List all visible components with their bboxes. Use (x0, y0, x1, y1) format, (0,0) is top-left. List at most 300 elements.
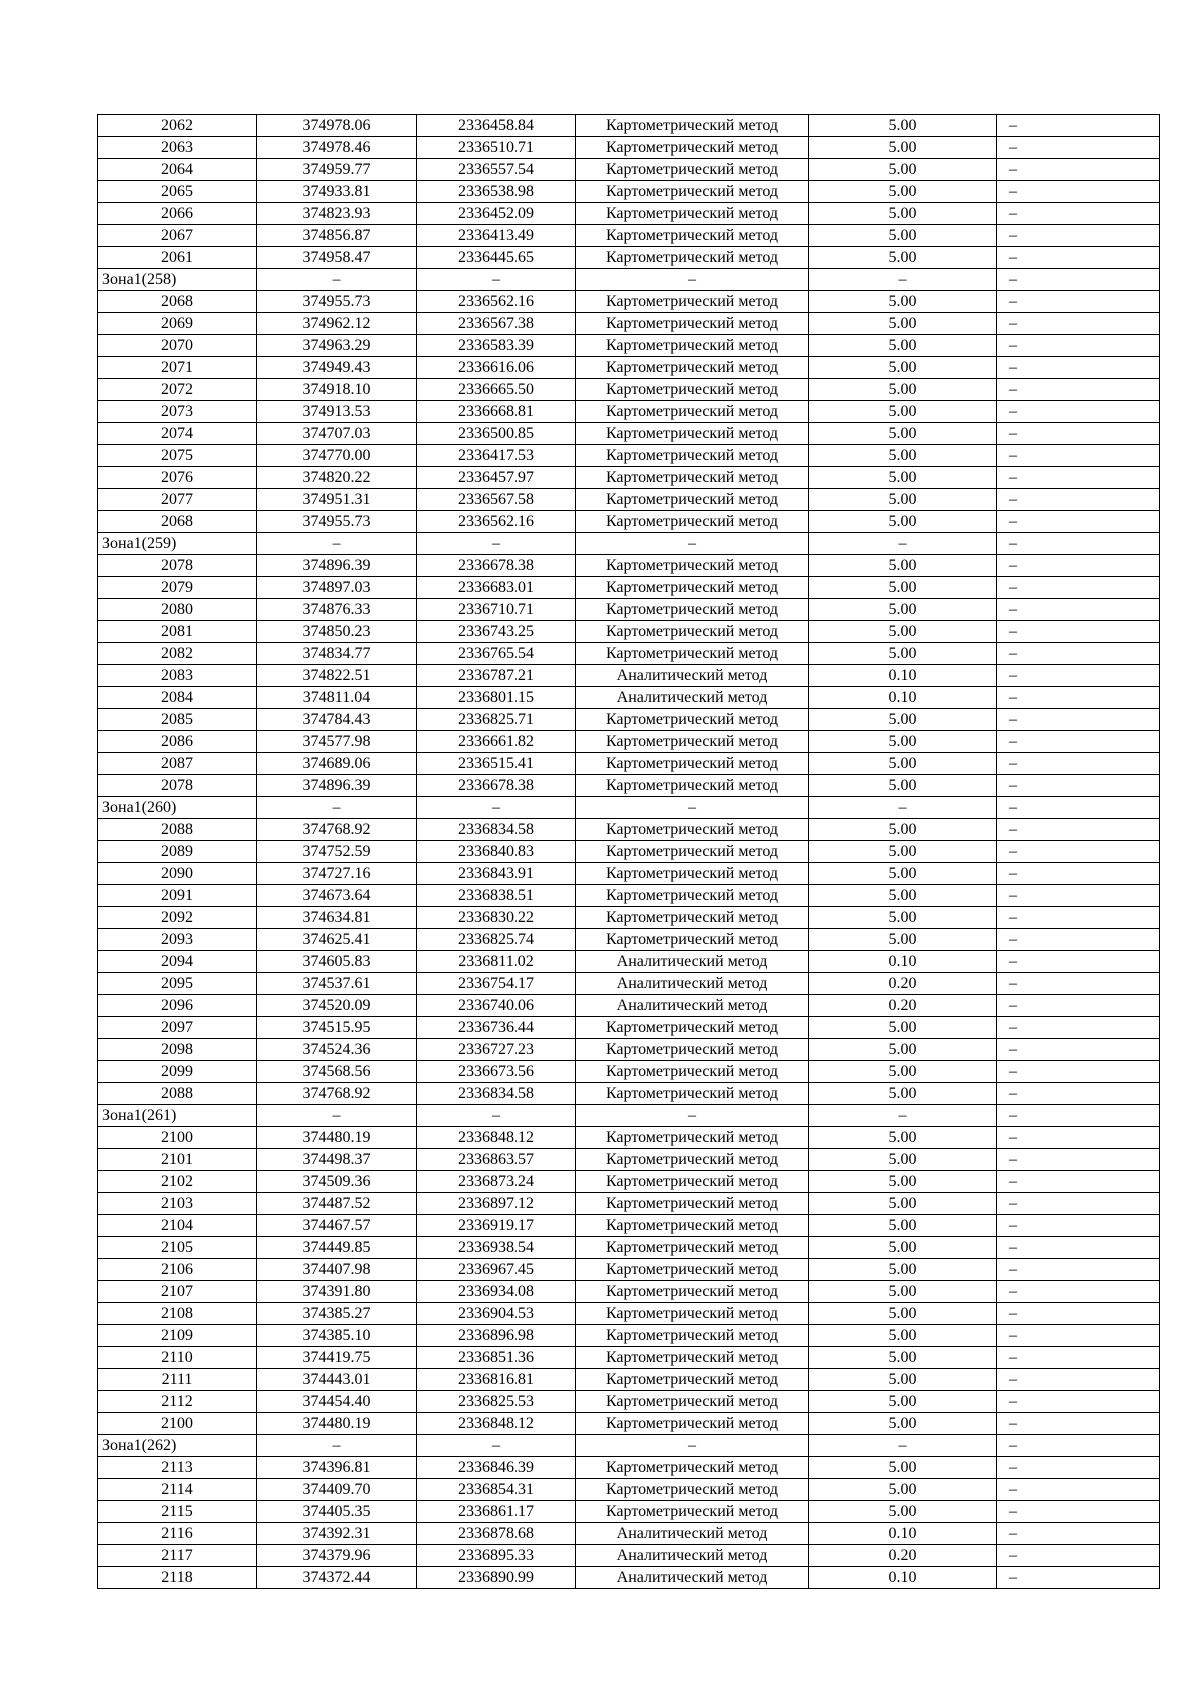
description-cell: – (997, 511, 1160, 533)
accuracy-cell: 5.00 (809, 1127, 997, 1149)
y-coordinate-cell: 2336452.09 (417, 203, 576, 225)
point-number-cell: 2094 (98, 951, 257, 973)
description-cell: – (997, 885, 1160, 907)
description-cell: – (997, 1391, 1160, 1413)
description-cell: – (997, 291, 1160, 313)
method-cell: Картометрический метод (576, 445, 809, 467)
method-cell: Картометрический метод (576, 775, 809, 797)
point-number-cell: 2074 (98, 423, 257, 445)
y-coordinate-cell: 2336873.24 (417, 1171, 576, 1193)
method-cell: Картометрический метод (576, 489, 809, 511)
y-coordinate-cell: 2336967.45 (417, 1259, 576, 1281)
accuracy-cell: 5.00 (809, 159, 997, 181)
table-row (98, 1457, 1160, 1479)
description-cell: – (997, 643, 1160, 665)
description-cell: – (997, 115, 1160, 137)
point-number-cell: 2110 (98, 1347, 257, 1369)
x-coordinate-cell: 374768.92 (257, 819, 417, 841)
y-coordinate-cell: – (417, 797, 576, 819)
point-number-cell: 2100 (98, 1413, 257, 1435)
table-row (98, 599, 1160, 621)
accuracy-cell: 5.00 (809, 291, 997, 313)
x-coordinate-cell: 374407.98 (257, 1259, 417, 1281)
accuracy-cell: 5.00 (809, 1281, 997, 1303)
x-coordinate-cell: 374978.06 (257, 115, 417, 137)
x-coordinate-cell: 374537.61 (257, 973, 417, 995)
y-coordinate-cell: – (417, 533, 576, 555)
point-number-cell: 2090 (98, 863, 257, 885)
x-coordinate-cell: 374963.29 (257, 335, 417, 357)
description-cell: – (997, 445, 1160, 467)
x-coordinate-cell: 374768.92 (257, 1083, 417, 1105)
accuracy-cell: 5.00 (809, 1039, 997, 1061)
method-cell: Картометрический метод (576, 621, 809, 643)
table-row (98, 115, 1160, 137)
table-row (98, 1017, 1160, 1039)
accuracy-cell: – (809, 533, 997, 555)
description-cell: – (997, 379, 1160, 401)
table-row (98, 1369, 1160, 1391)
point-number-cell: 2095 (98, 973, 257, 995)
y-coordinate-cell: 2336848.12 (417, 1127, 576, 1149)
table-row (98, 489, 1160, 511)
accuracy-cell: 5.00 (809, 1501, 997, 1523)
accuracy-cell: 5.00 (809, 863, 997, 885)
point-number-cell: 2097 (98, 1017, 257, 1039)
description-cell: – (997, 973, 1160, 995)
method-cell: Картометрический метод (576, 841, 809, 863)
method-cell: Картометрический метод (576, 753, 809, 775)
table-row (98, 445, 1160, 467)
x-coordinate-cell: 374449.85 (257, 1237, 417, 1259)
point-number-cell: 2102 (98, 1171, 257, 1193)
x-coordinate-cell: 374524.36 (257, 1039, 417, 1061)
description-cell: – (997, 1127, 1160, 1149)
accuracy-cell: 0.10 (809, 687, 997, 709)
accuracy-cell: 5.00 (809, 1237, 997, 1259)
y-coordinate-cell: 2336458.84 (417, 115, 576, 137)
description-cell: – (997, 621, 1160, 643)
point-number-cell: 2066 (98, 203, 257, 225)
accuracy-cell: 5.00 (809, 929, 997, 951)
x-coordinate-cell: 374933.81 (257, 181, 417, 203)
y-coordinate-cell: 2336678.38 (417, 775, 576, 797)
method-cell: Картометрический метод (576, 1171, 809, 1193)
table-row (98, 1281, 1160, 1303)
method-cell: Картометрический метод (576, 863, 809, 885)
description-cell: – (997, 1479, 1160, 1501)
x-coordinate-cell: 374962.12 (257, 313, 417, 335)
x-coordinate-cell: 374634.81 (257, 907, 417, 929)
method-cell: Картометрический метод (576, 159, 809, 181)
y-coordinate-cell: 2336765.54 (417, 643, 576, 665)
method-cell: Картометрический метод (576, 731, 809, 753)
y-coordinate-cell: 2336668.81 (417, 401, 576, 423)
zone-label-cell: Зона1(260) (98, 797, 257, 819)
y-coordinate-cell: 2336445.65 (417, 247, 576, 269)
accuracy-cell: 0.10 (809, 1567, 997, 1589)
table-row (98, 1523, 1160, 1545)
accuracy-cell: 5.00 (809, 1479, 997, 1501)
point-number-cell: 2111 (98, 1369, 257, 1391)
accuracy-cell: 0.20 (809, 995, 997, 1017)
method-cell: Картометрический метод (576, 1083, 809, 1105)
point-number-cell: 2118 (98, 1567, 257, 1589)
accuracy-cell: 5.00 (809, 1303, 997, 1325)
table-row (98, 973, 1160, 995)
description-cell: – (997, 1105, 1160, 1127)
table-row (98, 863, 1160, 885)
method-cell: Картометрический метод (576, 1303, 809, 1325)
y-coordinate-cell: 2336567.38 (417, 313, 576, 335)
x-coordinate-cell: 374955.73 (257, 511, 417, 533)
x-coordinate-cell: 374896.39 (257, 555, 417, 577)
y-coordinate-cell: 2336816.81 (417, 1369, 576, 1391)
method-cell: Картометрический метод (576, 423, 809, 445)
description-cell: – (997, 181, 1160, 203)
description-cell: – (997, 555, 1160, 577)
description-cell: – (997, 335, 1160, 357)
y-coordinate-cell: 2336811.02 (417, 951, 576, 973)
method-cell: – (576, 533, 809, 555)
accuracy-cell: 5.00 (809, 423, 997, 445)
description-cell: – (997, 797, 1160, 819)
method-cell: Картометрический метод (576, 401, 809, 423)
y-coordinate-cell: – (417, 269, 576, 291)
description-cell: – (997, 1501, 1160, 1523)
method-cell: Аналитический метод (576, 1523, 809, 1545)
y-coordinate-cell: 2336678.38 (417, 555, 576, 577)
description-cell: – (997, 1039, 1160, 1061)
y-coordinate-cell: 2336740.06 (417, 995, 576, 1017)
point-number-cell: 2061 (98, 247, 257, 269)
table-row (98, 555, 1160, 577)
table-row (98, 137, 1160, 159)
table-row (98, 621, 1160, 643)
y-coordinate-cell: 2336457.97 (417, 467, 576, 489)
description-cell: – (997, 1259, 1160, 1281)
table-row (98, 1083, 1160, 1105)
point-number-cell: 2117 (98, 1545, 257, 1567)
x-coordinate-cell: 374707.03 (257, 423, 417, 445)
point-number-cell: 2070 (98, 335, 257, 357)
table-row (98, 291, 1160, 313)
table-row (98, 1193, 1160, 1215)
accuracy-cell: – (809, 269, 997, 291)
method-cell: Картометрический метод (576, 929, 809, 951)
description-cell: – (997, 225, 1160, 247)
description-cell: – (997, 1457, 1160, 1479)
point-number-cell: 2113 (98, 1457, 257, 1479)
point-number-cell: 2068 (98, 291, 257, 313)
description-cell: – (997, 423, 1160, 445)
x-coordinate-cell: 374958.47 (257, 247, 417, 269)
table-row (98, 577, 1160, 599)
x-coordinate-cell: 374391.80 (257, 1281, 417, 1303)
method-cell: Картометрический метод (576, 1061, 809, 1083)
table-row (98, 1171, 1160, 1193)
y-coordinate-cell: 2336743.25 (417, 621, 576, 643)
point-number-cell: 2115 (98, 1501, 257, 1523)
point-number-cell: 2083 (98, 665, 257, 687)
point-number-cell: 2065 (98, 181, 257, 203)
point-number-cell: 2106 (98, 1259, 257, 1281)
accuracy-cell: 5.00 (809, 137, 997, 159)
y-coordinate-cell: 2336787.21 (417, 665, 576, 687)
table-row (98, 1259, 1160, 1281)
description-cell: – (997, 929, 1160, 951)
method-cell: Картометрический метод (576, 1259, 809, 1281)
y-coordinate-cell: 2336838.51 (417, 885, 576, 907)
point-number-cell: 2079 (98, 577, 257, 599)
point-number-cell: 2091 (98, 885, 257, 907)
accuracy-cell: 5.00 (809, 599, 997, 621)
method-cell: Картометрический метод (576, 137, 809, 159)
x-coordinate-cell: 374405.35 (257, 1501, 417, 1523)
description-cell: – (997, 401, 1160, 423)
y-coordinate-cell: 2336562.16 (417, 511, 576, 533)
table-row (98, 225, 1160, 247)
method-cell: Картометрический метод (576, 1325, 809, 1347)
table-row (98, 247, 1160, 269)
table-row (98, 1479, 1160, 1501)
x-coordinate-cell: 374480.19 (257, 1127, 417, 1149)
description-cell: – (997, 1413, 1160, 1435)
x-coordinate-cell: 374850.23 (257, 621, 417, 643)
description-cell: – (997, 863, 1160, 885)
point-number-cell: 2085 (98, 709, 257, 731)
x-coordinate-cell: 374443.01 (257, 1369, 417, 1391)
table-row (98, 1545, 1160, 1567)
x-coordinate-cell: 374372.44 (257, 1567, 417, 1589)
accuracy-cell: – (809, 797, 997, 819)
accuracy-cell: 5.00 (809, 181, 997, 203)
table-row (98, 511, 1160, 533)
zone-label-cell: Зона1(258) (98, 269, 257, 291)
accuracy-cell: 5.00 (809, 1171, 997, 1193)
x-coordinate-cell: 374955.73 (257, 291, 417, 313)
table-row (98, 885, 1160, 907)
accuracy-cell: 5.00 (809, 1391, 997, 1413)
method-cell: Картометрический метод (576, 1281, 809, 1303)
description-cell: – (997, 775, 1160, 797)
description-cell: – (997, 1347, 1160, 1369)
y-coordinate-cell: 2336754.17 (417, 973, 576, 995)
y-coordinate-cell: 2336562.16 (417, 291, 576, 313)
x-coordinate-cell: 374379.96 (257, 1545, 417, 1567)
accuracy-cell: 5.00 (809, 1017, 997, 1039)
x-coordinate-cell: 374978.46 (257, 137, 417, 159)
method-cell: Картометрический метод (576, 1127, 809, 1149)
accuracy-cell: 5.00 (809, 1457, 997, 1479)
description-cell: – (997, 1237, 1160, 1259)
method-cell: Картометрический метод (576, 1369, 809, 1391)
point-number-cell: 2107 (98, 1281, 257, 1303)
description-cell: – (997, 995, 1160, 1017)
y-coordinate-cell: 2336538.98 (417, 181, 576, 203)
table-row (98, 379, 1160, 401)
accuracy-cell: 5.00 (809, 819, 997, 841)
y-coordinate-cell: 2336919.17 (417, 1215, 576, 1237)
y-coordinate-cell: 2336673.56 (417, 1061, 576, 1083)
point-number-cell: 2082 (98, 643, 257, 665)
description-cell: – (997, 577, 1160, 599)
accuracy-cell: 5.00 (809, 753, 997, 775)
y-coordinate-cell: 2336897.12 (417, 1193, 576, 1215)
x-coordinate-cell: 374959.77 (257, 159, 417, 181)
x-coordinate-cell: – (257, 1435, 417, 1457)
table-row (98, 687, 1160, 709)
accuracy-cell: 5.00 (809, 203, 997, 225)
y-coordinate-cell: 2336661.82 (417, 731, 576, 753)
y-coordinate-cell: 2336801.15 (417, 687, 576, 709)
accuracy-cell: 5.00 (809, 709, 997, 731)
table-row (98, 357, 1160, 379)
description-cell: – (997, 599, 1160, 621)
y-coordinate-cell: – (417, 1435, 576, 1457)
x-coordinate-cell: 374820.22 (257, 467, 417, 489)
point-number-cell: 2069 (98, 313, 257, 335)
y-coordinate-cell: 2336890.99 (417, 1567, 576, 1589)
table-row (98, 1149, 1160, 1171)
table-row (98, 753, 1160, 775)
description-cell: – (997, 1149, 1160, 1171)
point-number-cell: 2077 (98, 489, 257, 511)
method-cell: Картометрический метод (576, 1501, 809, 1523)
accuracy-cell: 0.20 (809, 973, 997, 995)
y-coordinate-cell: 2336727.23 (417, 1039, 576, 1061)
accuracy-cell: 0.20 (809, 1545, 997, 1567)
point-number-cell: 2068 (98, 511, 257, 533)
point-number-cell: 2105 (98, 1237, 257, 1259)
x-coordinate-cell: 374515.95 (257, 1017, 417, 1039)
accuracy-cell: 5.00 (809, 401, 997, 423)
accuracy-cell: – (809, 1435, 997, 1457)
description-cell: – (997, 1545, 1160, 1567)
accuracy-cell: 5.00 (809, 775, 997, 797)
x-coordinate-cell: 374727.16 (257, 863, 417, 885)
table-row (98, 1391, 1160, 1413)
table-row (98, 401, 1160, 423)
y-coordinate-cell: 2336736.44 (417, 1017, 576, 1039)
description-cell: – (997, 203, 1160, 225)
accuracy-cell: 5.00 (809, 577, 997, 599)
y-coordinate-cell: 2336848.12 (417, 1413, 576, 1435)
accuracy-cell: 5.00 (809, 115, 997, 137)
table-row (98, 1501, 1160, 1523)
point-number-cell: 2063 (98, 137, 257, 159)
method-cell: Аналитический метод (576, 951, 809, 973)
method-cell: Аналитический метод (576, 1545, 809, 1567)
method-cell: Картометрический метод (576, 709, 809, 731)
method-cell: Картометрический метод (576, 247, 809, 269)
description-cell: – (997, 1083, 1160, 1105)
point-number-cell: 2093 (98, 929, 257, 951)
table-row (98, 159, 1160, 181)
description-cell: – (997, 753, 1160, 775)
point-number-cell: 2073 (98, 401, 257, 423)
method-cell: – (576, 797, 809, 819)
y-coordinate-cell: 2336665.50 (417, 379, 576, 401)
point-number-cell: 2075 (98, 445, 257, 467)
accuracy-cell: 0.10 (809, 1523, 997, 1545)
description-cell: – (997, 951, 1160, 973)
x-coordinate-cell: 374385.10 (257, 1325, 417, 1347)
table-row (98, 1347, 1160, 1369)
point-number-cell: 2112 (98, 1391, 257, 1413)
y-coordinate-cell: 2336510.71 (417, 137, 576, 159)
y-coordinate-cell: 2336567.58 (417, 489, 576, 511)
table-row (98, 995, 1160, 1017)
x-coordinate-cell: 374856.87 (257, 225, 417, 247)
zone-label-cell: Зона1(261) (98, 1105, 257, 1127)
description-cell: – (997, 1523, 1160, 1545)
accuracy-cell: 5.00 (809, 379, 997, 401)
zone-header-row (98, 269, 1160, 291)
zone-label-cell: Зона1(262) (98, 1435, 257, 1457)
accuracy-cell: 5.00 (809, 247, 997, 269)
method-cell: Картометрический метод (576, 1039, 809, 1061)
x-coordinate-cell: 374951.31 (257, 489, 417, 511)
table-row (98, 1325, 1160, 1347)
description-cell: – (997, 1325, 1160, 1347)
table-row (98, 1127, 1160, 1149)
point-number-cell: 2078 (98, 775, 257, 797)
x-coordinate-cell: 374498.37 (257, 1149, 417, 1171)
point-number-cell: 2096 (98, 995, 257, 1017)
zone-header-row (98, 533, 1160, 555)
table-row (98, 423, 1160, 445)
method-cell: – (576, 269, 809, 291)
accuracy-cell: 0.10 (809, 951, 997, 973)
method-cell: Картометрический метод (576, 1237, 809, 1259)
method-cell: Картометрический метод (576, 511, 809, 533)
y-coordinate-cell: 2336417.53 (417, 445, 576, 467)
accuracy-cell: 5.00 (809, 1413, 997, 1435)
description-cell: – (997, 1435, 1160, 1457)
y-coordinate-cell: 2336515.41 (417, 753, 576, 775)
y-coordinate-cell: 2336500.85 (417, 423, 576, 445)
point-number-cell: 2088 (98, 819, 257, 841)
x-coordinate-cell: 374834.77 (257, 643, 417, 665)
point-number-cell: 2086 (98, 731, 257, 753)
table-row (98, 1215, 1160, 1237)
table-row (98, 1303, 1160, 1325)
point-number-cell: 2114 (98, 1479, 257, 1501)
table-row (98, 841, 1160, 863)
table-row (98, 1039, 1160, 1061)
point-number-cell: 2104 (98, 1215, 257, 1237)
x-coordinate-cell: 374480.19 (257, 1413, 417, 1435)
accuracy-cell: 5.00 (809, 555, 997, 577)
method-cell: Картометрический метод (576, 1149, 809, 1171)
y-coordinate-cell: 2336938.54 (417, 1237, 576, 1259)
table-row (98, 951, 1160, 973)
y-coordinate-cell: 2336863.57 (417, 1149, 576, 1171)
description-cell: – (997, 709, 1160, 731)
point-number-cell: 2109 (98, 1325, 257, 1347)
y-coordinate-cell: 2336834.58 (417, 1083, 576, 1105)
y-coordinate-cell: 2336825.53 (417, 1391, 576, 1413)
x-coordinate-cell: 374520.09 (257, 995, 417, 1017)
method-cell: Аналитический метод (576, 1567, 809, 1589)
table-row (98, 665, 1160, 687)
table-row (98, 731, 1160, 753)
description-cell: – (997, 907, 1160, 929)
accuracy-cell: 5.00 (809, 1259, 997, 1281)
accuracy-cell: 5.00 (809, 225, 997, 247)
x-coordinate-cell: 374467.57 (257, 1215, 417, 1237)
